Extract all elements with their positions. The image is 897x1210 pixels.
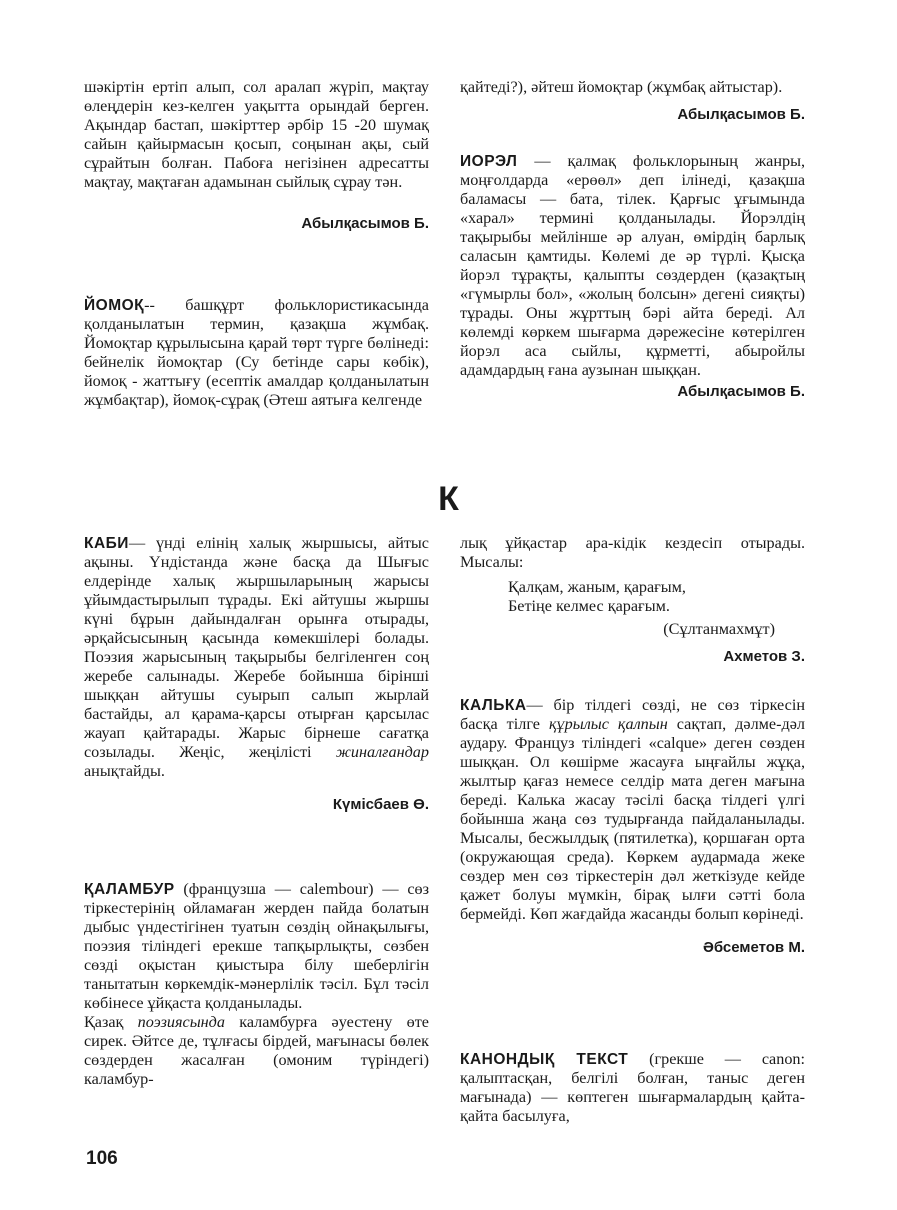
author-signature: Әбсеметов М. [702,939,805,956]
entry-kalambur-italic: поэзиясында [137,1013,225,1031]
entry-yorel-body [460,152,805,380]
entry-kabi-body [84,534,429,781]
entry-kabi-text-end: анықтайды. [84,762,165,780]
entry-yomoq-text: -- башқұрт фольклористикасында қолданылатын термин, қазақша жұмбақ. Йомоқтар құрылысына қарай төрт түрге бөлінеді: бейнелік йомоқтар (Су бетінде сары көбік), йомоқ - жаттығу (есептік амалдар қолданылатын жұмбақтар), йомоқ-сұрақ (Әтеш аятыға келгенде [84,296,429,409]
left-top-column [84,78,429,233]
entry-yorel-text: — қалмақ фольклорының жанры, моңғолдарда «ерөөл» деп ілінеді, қазақша баламасы — бата, тілек. Қарғыс ұғымында «харал» термині қолданылады. Йорэлдің тақырыбы мейлінше әр алуан, өмірдің барлық саласын қамтиды. Көлемі де әр түрлі. Қысқа йорэл тұрақты, қалыпты сөздерден (қазақтың «гүмырлы бол», «жолың болсын» дегені сияқты) тұрады. Оны жұрттың бәрі айта береді. Ал көлемді көркем шығарма дәрежесіне көтерілген йорэл аса сыйлы, құрметті, абыройлы адамдардың ғана аузынан шыққан. [460,152,805,379]
author-signature: Абылқасымов Б. [301,215,429,232]
entry-kalka-text-b: сақтап, дәлме-дәл аудару. Француз тіліндегі «calque» деген сөзден шыққан. Ол көшірме жасауға ыңғайлы жұқа, жылтыр қағаз немесе селдір мата деген мағына береді. Калька жасау тәсілі басқа тілдегі үлгі бойынша жаңа сөз тудырғанда пайдаланылады. Мысалы, бесжылдық (пятилетка), қоршаған орта (окружающая среда). Көркем аудармада жеке сөздер мен сөз тіркестерін дәл жеткізуде кейде қажет болуы мүмкін, бірақ ылғи сәтті бола бермейді. Көп жағдайда жасанды болып көрінеді. [460,715,805,923]
entry-kalambur-body-2 [84,1013,429,1089]
right-mid-column [460,534,805,666]
entry-kabi [84,534,429,814]
author-signature: Ахметов З. [723,648,805,665]
right-top-column [460,78,805,124]
author-signature: Күмісбаев Ө. [332,796,429,813]
entry-kalambur-headword: ҚАЛАМБУР [84,881,175,898]
pabo-continuation-text: шәкіртін ертіп алып, сол аралап жүріп, мақтау өлеңдерін кез-келген уақытта орындай берген. Ақындар бастап, шәкірттер әрбір 15 -20 шумақ сайын қайырмасын қосып, соңынан ақы, сый сұрайтын болған. Пабоға негізінен адресатты мақтау, мақтаған адамынан сыйлық сұрау тән. [84,78,429,191]
kalambur-continuation-text: лық ұйқастар ара-кідік кездесіп отырады. Мысалы: [460,534,805,571]
entry-yomoq-body [84,296,429,410]
author-signature: Абылқасымов Б. [677,106,805,123]
entry-kabi-headword: КАБИ [84,535,129,552]
entry-kalambur-body [84,880,429,1013]
entry-kalambur [84,880,429,1089]
entry-yorel-headword: ИОРЭЛ [460,153,518,170]
entry-kalambur-text-2b: каламбурға әуестену өте сирек. Әйтсе де, тұлғасы бірдей, мағынасы бөлек сөздерден жасалған (омоним түріндегі) каламбур- [84,1013,429,1088]
entry-kalambur-text: (французша — calembour) — сөз тіркестерінің ойламаған жерден пайда болатын дыбыс үндестігінен туатын сөздің ойнақылығы, поэзия тіліндегі ерекше тапқырлықты, сөзбен сөзді оқыстан қиыстыра білу шеберлігін танытатын көркемдік-мәнерлілік тәсіл. Бұл тәсіл көбінесе ұйқаста қолданылады. [84,880,429,1012]
poem-line-1: Қалқам, жаным, қарағым, [508,578,686,596]
yomoq-continuation-text: қайтеді?), әйтеш йомоқтар (жұмбақ айтыстар). [460,78,783,96]
entry-kalka-text: — бір тілдегі сөзді, не сөз тіркесін басқа тілге [460,696,805,733]
entry-kanondyq-body [460,1050,805,1126]
entry-kalambur-text-2a: Қазақ [84,1013,138,1031]
page-number: 106 [86,1148,118,1169]
entry-kanondyq-text: (грекше — canon: қалыптасқан, белгілі болған, таныс деген мағынада) — көптеген шығармалардың қайта-қайта басылуға, [460,1050,805,1125]
entry-kalka [460,696,805,957]
entry-yomoq [84,296,429,410]
entry-kanondyq-headword: КАНОНДЫҚ ТЕКСТ [460,1051,629,1068]
entry-kanondyq [460,1050,805,1126]
entry-kalka-italic: құрылыс қалпын [548,715,668,733]
entry-kabi-text: — үнді елінің халық жыршысы, айтыс ақыны. Үндістанда және басқа да Шығыс елдерінде халық жыршыларының жарысы ұйымдастырылып тұрады. Екі айтушы жыршы күні бұрын дайындалған орынға отырады, әрқайсысының қасында көмекшілері болады. Поэзия жарысының тақырыбы белгіленген соң жеребе салынады. Жеребе бойынша бірінші шыққан айтушы суырып салып жырлай бастайды, ал қарама-қарсы отырған қарсылас жауап қайтарады. Жарыс бірнеше сағатқа созылады. Жеңіс, жеңілісті [84,534,429,761]
entry-kalka-headword: КАЛЬКА [460,697,527,714]
entry-kalka-body [460,696,805,924]
entry-yorel [460,152,805,401]
section-letter: К [438,480,459,518]
entry-kabi-italic: жиналғандар [335,743,429,761]
author-signature: Абылқасымов Б. [677,383,805,400]
entry-yomoq-headword: ЙОМОҚ [84,297,145,314]
poem-line-2: Бетіңе келмес қарағым. [508,597,670,615]
poem-source: (Сұлтанмахмұт) [663,620,775,638]
